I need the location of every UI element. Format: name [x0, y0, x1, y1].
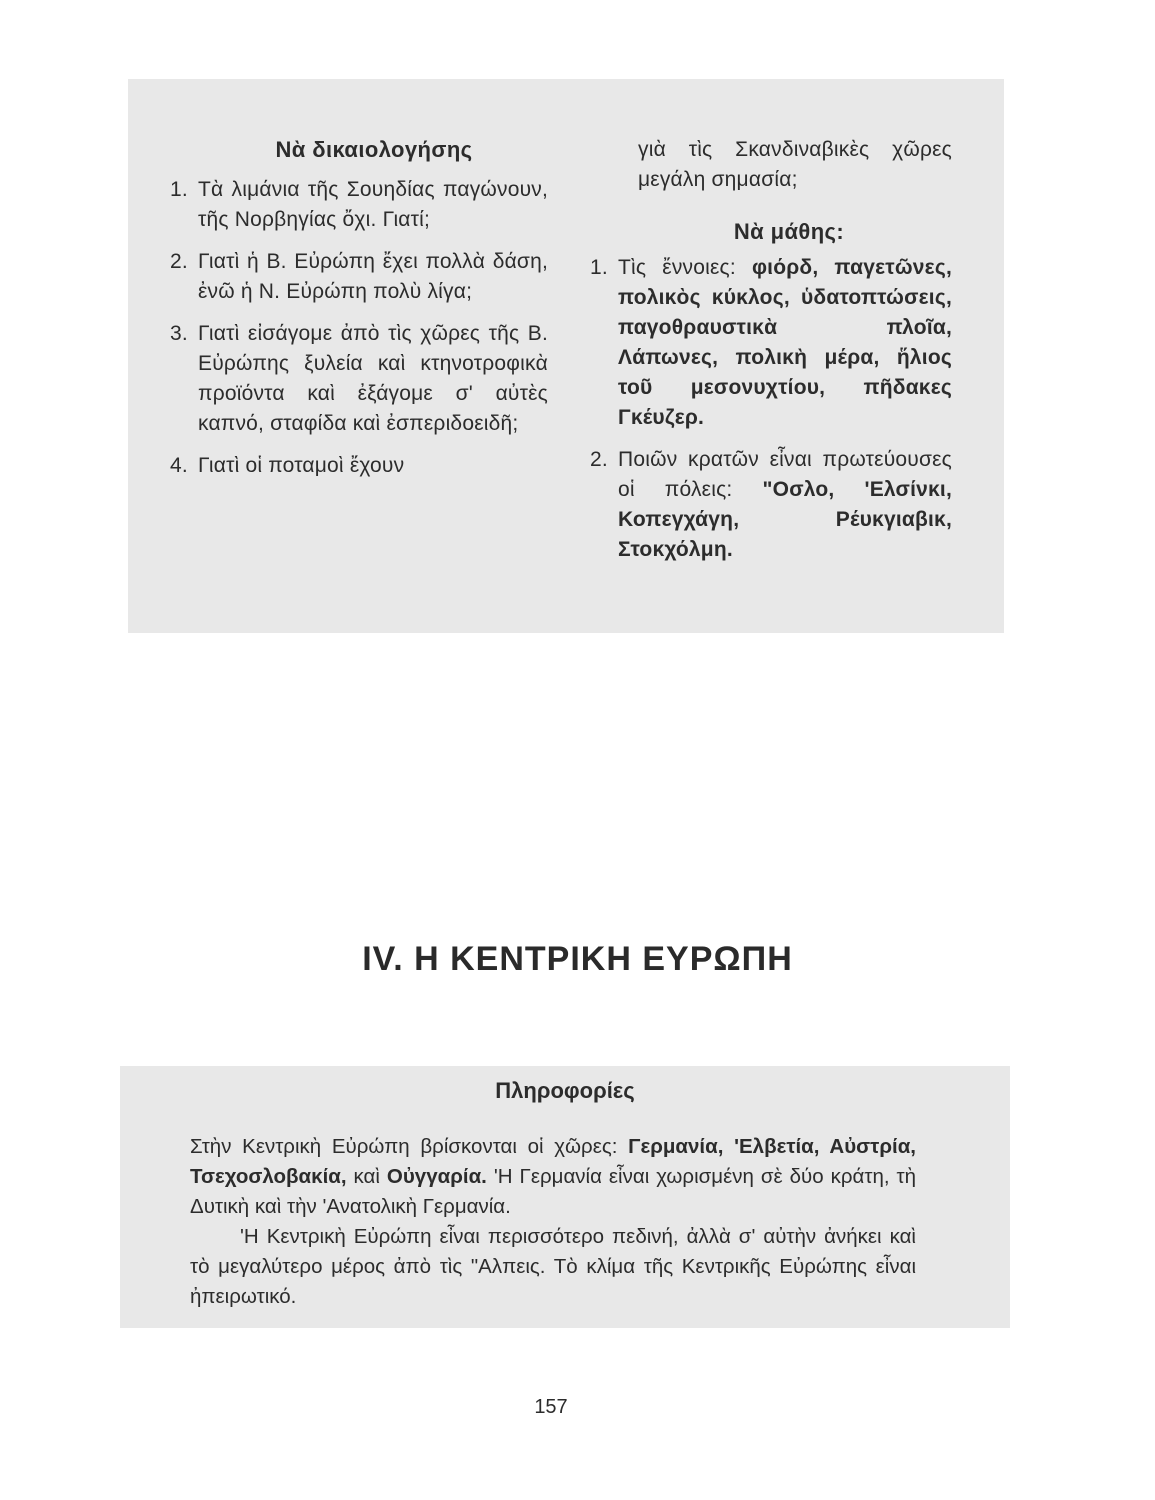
item-text: [618, 253, 952, 433]
learn-column: [590, 135, 952, 577]
info-body: [190, 1132, 916, 1312]
item-lead: Τὶς ἔννοιες:: [618, 256, 736, 279]
item-text: Τὰ λιμάνια τῆς Σουηδίας παγώνουν, τῆς Νορβηγίας ὄχι. Γιατί;: [198, 178, 548, 231]
justify-item-continuation: γιὰ τὶς Σκανδιναβικὲς χῶρες μεγάλη σημασία;: [638, 138, 952, 191]
item-text: [618, 445, 952, 565]
item-terms: φιόρδ, παγετῶνες, πολικὸς κύκλος, ὑδατοπτώσεις, παγοθραυστικὰ πλοῖα, Λάπωνες, πολικὴ μέρα, ἥλιος τοῦ μεσονυχτίου, πῆδακες Γκέυζερ.: [618, 256, 952, 429]
item-number: 3.: [170, 322, 188, 345]
info-text: καὶ: [353, 1165, 380, 1188]
info-paragraph: 'Η Κεντρικὴ Εὐρώπη εἶναι περισσότερο πεδινή, ἀλλὰ σ' αὐτὴν ἀνήκει καὶ τὸ μεγαλύτερο μέρος ἀπὸ τὶς "Αλπεις. Τὸ κλίμα τῆς Κεντρικῆς Εὐρώπης εἶναι ἠπειρωτικό.: [190, 1225, 916, 1308]
info-paragraph: [190, 1132, 916, 1222]
info-text: 'Η Γερμανία εἶναι χωρισμένη σὲ δύο κράτη, τὴ Δυτικὴ καὶ τὴν 'Ανατολικὴ Γερμανία.: [190, 1165, 917, 1218]
item-text: Γιατὶ εἰσάγομε ἀπὸ τὶς χῶρες τῆς Β. Εὐρώπης ξυλεία καὶ κτηνοτροφικὰ προϊόντα καὶ ἐξάγομε σ' αὐτὲς καπνό, σταφίδα καὶ ἐσπεριδοειδῆ;: [198, 322, 548, 435]
page-number: 157: [534, 1396, 568, 1418]
item-number: 2.: [170, 250, 188, 273]
item-lead: Ποιῶν κρατῶν εἶναι πρωτεύουσες οἱ πόλεις:: [618, 448, 952, 501]
learn-item: [590, 445, 952, 565]
item-text: Γιατὶ ἡ Β. Εὐρώπη ἔχει πολλὰ δάση, ἐνῶ ἡ Ν. Εὐρώπη πολὺ λίγα;: [198, 250, 548, 303]
item-number: 1.: [170, 178, 188, 201]
info-text: Στὴν Κεντρικὴ Εὐρώπη βρίσκονται οἱ χῶρες:: [190, 1135, 618, 1158]
item-number: 2.: [590, 448, 608, 471]
justify-title: Νὰ δικαιολογήσης: [275, 137, 473, 162]
justify-column: [170, 135, 548, 493]
justify-item: [170, 247, 548, 307]
justify-item: [170, 175, 548, 235]
info-countries: Γερμανία, 'Ελβετία, Αὐστρία, Τσεχοσλοβακία,: [190, 1135, 917, 1188]
justify-item: [170, 319, 548, 439]
info-title: Πληροφορίες: [495, 1078, 635, 1103]
justify-item: [170, 451, 548, 481]
learn-title: Νὰ μάθης:: [733, 219, 845, 244]
item-number: 1.: [590, 256, 608, 279]
item-terms: "Οσλο, 'Ελσίνκι, Κοπεγχάγη, Ρέυκγιαβικ, Στοκχόλμη.: [618, 478, 952, 561]
chapter-heading: IV. Η ΚΕΝΤΡΙΚΗ ΕΥΡΩΠΗ: [362, 940, 793, 978]
info-country-hungary: Οὐγγαρία.: [386, 1165, 487, 1188]
item-number: 4.: [170, 454, 188, 477]
item-text: Γιατὶ οἱ ποταμοὶ ἔχουν: [198, 454, 405, 477]
learn-item: [590, 253, 952, 433]
